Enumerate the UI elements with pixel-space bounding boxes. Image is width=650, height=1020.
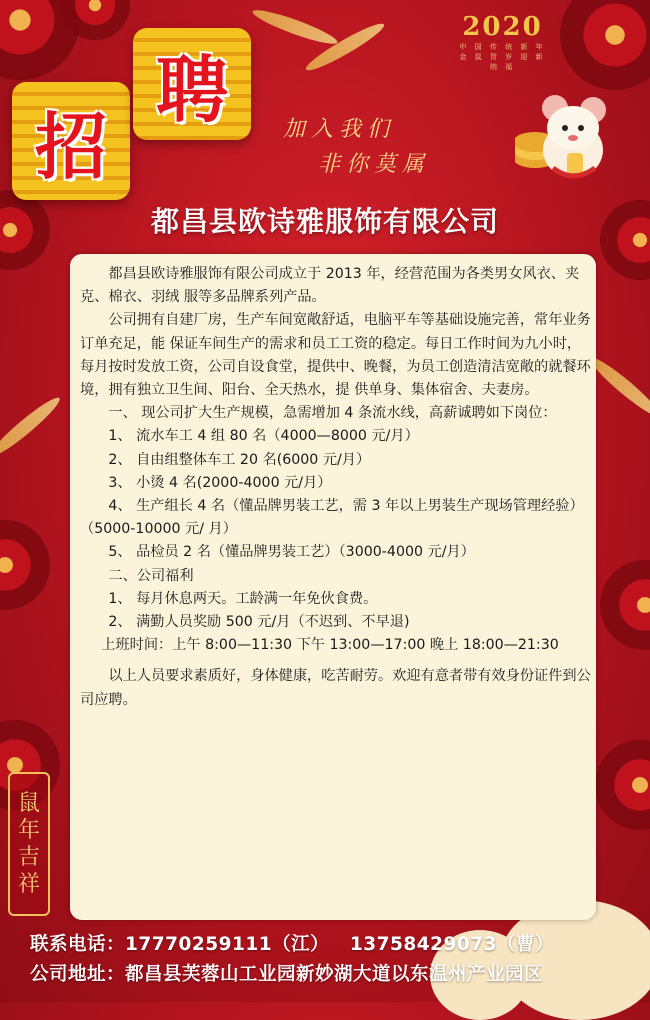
zhao-lantern (12, 82, 130, 200)
company-title: 都昌县欧诗雅服饰有限公司 (150, 205, 499, 238)
flower-decoration (595, 740, 650, 830)
position-item: 4、 生产组长 4 名（懂品牌男装工艺，需 3 年以上男装生产现场管理经验）（5000-10000 元/ 月） (80, 498, 584, 538)
position-item: 5、 品检员 2 名（懂品牌男装工艺）（3000-4000 元/月） (108, 544, 475, 561)
intro-paragraph: 都昌县欧诗雅服饰有限公司成立于 2013 年，经营范围为各类男女风衣、夹克、棉衣、羽绒 服等多品牌系列产品。 (80, 266, 580, 306)
gold-leaf-decoration (0, 393, 64, 462)
position-item: 2、 自由组整体车工 20 名(6000 元/月） (108, 451, 371, 468)
work-hours: 上班时间：上午 8:00—11:30 下午 13:00—17:00 晚上 18:00—21:30 (101, 637, 559, 654)
side-badge-char: 年 (17, 818, 40, 843)
pin-lantern (133, 28, 251, 140)
benefit-item: 2、 满勤人员奖励 500 元/月（不迟到、不早退) (108, 614, 410, 631)
flower-decoration (0, 520, 50, 610)
title-char-zhao: 招 (34, 104, 107, 189)
section-positions-heading: 一、 现公司扩大生产规模，急需增加 4 条流水线，高薪诚聘如下岗位： (108, 405, 557, 422)
position-item: 1、 流水车工 4 组 80 名（4000—8000 元/月） (108, 428, 419, 445)
flower-decoration (560, 0, 650, 90)
job-description (80, 263, 592, 712)
side-badge-char: 鼠 (17, 791, 40, 816)
side-badge (8, 772, 50, 916)
rat-mascot-icon (515, 88, 613, 184)
closing-paragraph: 以上人员要求素质好，身体健康，吃苦耐劳。欢迎有意者带有效身份证件到公司应聘。 (80, 668, 591, 708)
title-char-pin: 聘 (155, 47, 228, 132)
slogan-line-1: 加入我们 (283, 117, 396, 142)
facilities-paragraph: 公司拥有自建厂房，生产车间宽敞舒适，电脑平车等基础设施完善，常年业务订单充足，能 保证车间生产的需求和员工工资的稳定。每日工作时间为九小时，每月按时发放工资，公司自设食堂，提供中、晚餐，为员工创造清洁宽敞的就餐环境，拥有独立卫生间、阳台、全天热水，提 供单身、集体宿舍、夫妻房。 (80, 312, 591, 399)
year-subtitle-2: 金 鼠 贺 岁 迎 新 纳 福 (459, 53, 546, 71)
side-badge-char: 祥 (17, 872, 40, 897)
gold-leaf-decoration (250, 5, 339, 49)
footer-contact (30, 930, 554, 990)
section-benefits-heading: 二、公司福利 (108, 567, 194, 584)
year-badge (455, 12, 550, 72)
contact-phone: 联系电话：17770259111（江） 13758429073（曹） (30, 934, 555, 955)
slogan-line-2: 非你莫属 (318, 152, 431, 177)
side-badge-char: 吉 (17, 845, 40, 870)
flower-decoration (600, 560, 650, 650)
company-address: 公司地址：都昌县芙蓉山工业园新妙湖大道以东温州产业园区 (30, 964, 544, 985)
position-item: 3、 小烫 4 名(2000-4000 元/月） (108, 474, 332, 491)
year-number: 2020 (462, 12, 543, 42)
benefit-item: 1、 每月休息两天。工龄满一年免伙食费。 (108, 590, 378, 607)
year-subtitle-1: 中 国 传 统 新 年 (459, 43, 546, 51)
